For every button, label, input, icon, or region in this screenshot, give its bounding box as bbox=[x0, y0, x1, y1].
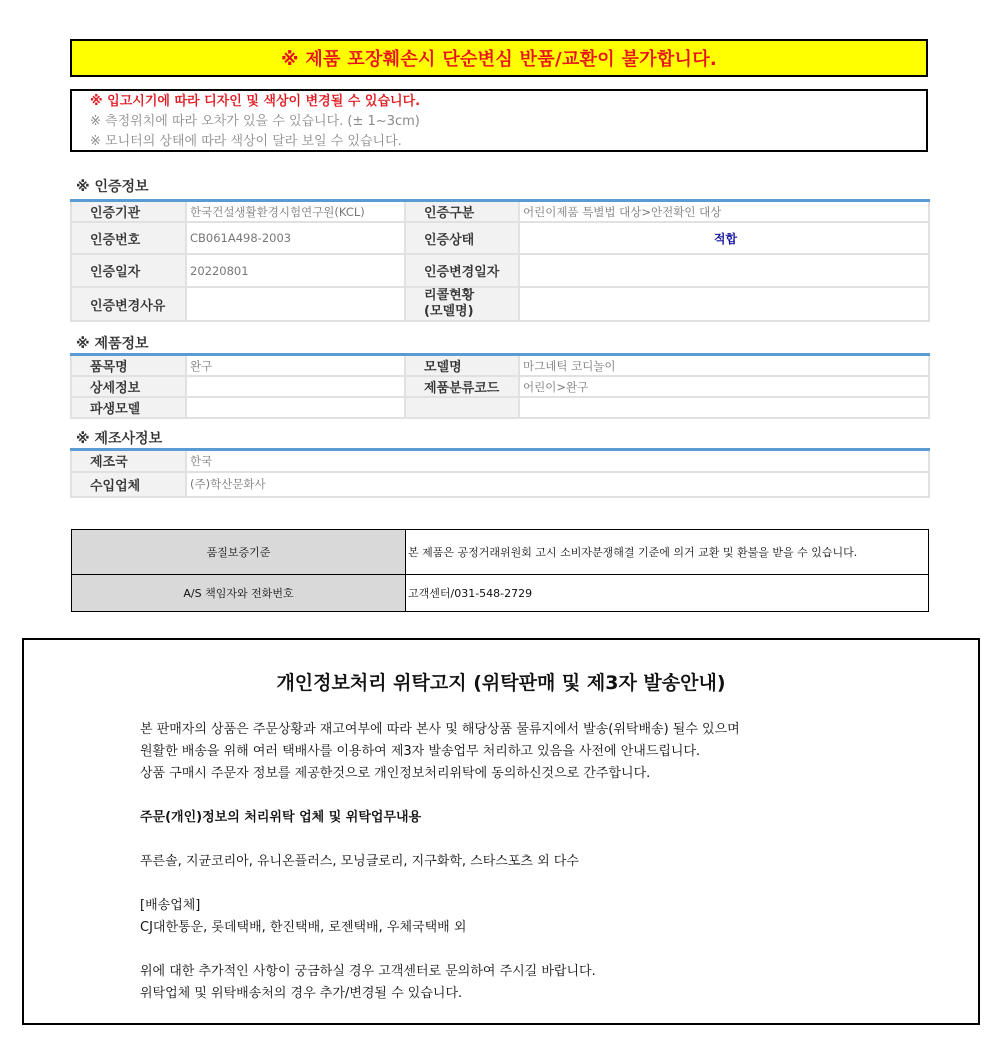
empty-label bbox=[405, 397, 519, 418]
importer-value: (주)학산문화사 bbox=[186, 472, 929, 497]
manufacturer-section-title: ※ 제조사정보 bbox=[76, 431, 163, 447]
as-contact-value: 고객센터/031-548-2729 bbox=[406, 575, 929, 612]
quality-assurance-table bbox=[71, 529, 929, 612]
privacy-body bbox=[140, 719, 740, 1005]
cert-number-label: 인증번호 bbox=[71, 222, 186, 254]
privacy-consignment-notice bbox=[22, 638, 980, 1025]
cert-number-value: CB061A498-2003 bbox=[186, 222, 405, 254]
detail-info-label: 상세정보 bbox=[71, 376, 186, 397]
no-return-warning-banner bbox=[70, 39, 928, 77]
couriers-list: CJ대한통운, 롯데택배, 한진택배, 로젠택배, 우체국택배 외 bbox=[140, 920, 467, 935]
quality-standard-value: 본 제품은 공정거래위원회 고시 소비자분쟁해결 기준에 의거 교환 및 환불을 받을 수 있습니다. bbox=[406, 530, 929, 575]
privacy-title: 개인정보처리 위탁고지 (위탁판매 및 제3자 발송안내) bbox=[276, 672, 726, 694]
recall-status-label-line2: (모델명) bbox=[424, 304, 474, 319]
privacy-intro-line: 원활한 배송을 위해 여러 택배사를 이용하여 제3자 발송업무 처리하고 있음을 사전에 안내드립니다. bbox=[140, 744, 701, 759]
cert-change-date-label: 인증변경일자 bbox=[405, 254, 519, 287]
certification-section-title: ※ 인증정보 bbox=[76, 179, 149, 195]
derived-model-label: 파생모델 bbox=[71, 397, 186, 418]
detail-info-value bbox=[186, 376, 405, 397]
table-row bbox=[71, 450, 929, 472]
table-row bbox=[71, 376, 929, 397]
notice-line-monitor-color: ※ 모니터의 상태에 따라 색상이 달라 보일 수 있습니다. bbox=[90, 134, 402, 149]
table-row bbox=[71, 201, 929, 223]
empty-value bbox=[519, 397, 929, 418]
importer-label: 수입업체 bbox=[71, 472, 186, 497]
quality-standard-label: 품질보증기준 bbox=[72, 530, 406, 575]
banner-text: ※ 제품 포장훼손시 단순변심 반품/교환이 불가합니다. bbox=[280, 49, 718, 70]
table-row bbox=[71, 397, 929, 418]
consignee-vendors: 푸른솔, 지균코리아, 유니온플러스, 모닝글로리, 지구화학, 스타스포츠 외 다수 bbox=[140, 854, 579, 869]
cert-status-badge: 적합 bbox=[519, 222, 929, 254]
notice-line-design-change: ※ 입고시기에 따라 디자인 및 색상이 변경될 수 있습니다. bbox=[90, 94, 421, 109]
manufacturer-table bbox=[70, 448, 930, 498]
cert-type-label: 인증구분 bbox=[405, 201, 519, 223]
table-row bbox=[72, 530, 929, 575]
category-code-label: 제품분류코드 bbox=[405, 376, 519, 397]
cert-change-reason-value bbox=[186, 287, 405, 321]
product-notice-box bbox=[70, 89, 928, 152]
cert-date-label: 인증일자 bbox=[71, 254, 186, 287]
cert-agency-label: 인증기관 bbox=[71, 201, 186, 223]
category-code-value: 어린이>완구 bbox=[519, 376, 929, 397]
table-row bbox=[71, 472, 929, 497]
derived-model-value bbox=[186, 397, 405, 418]
table-row bbox=[71, 287, 929, 321]
recall-status-label bbox=[405, 287, 519, 321]
item-name-label: 품목명 bbox=[71, 355, 186, 377]
table-row bbox=[71, 254, 929, 287]
certification-table bbox=[70, 199, 930, 322]
table-row bbox=[71, 222, 929, 254]
as-contact-label: A/S 책임자와 전화번호 bbox=[72, 575, 406, 612]
privacy-intro-line: 상품 구매시 주문자 정보를 제공한것으로 개인정보처리위탁에 동의하신것으로 간주합니다. bbox=[140, 766, 651, 781]
model-name-label: 모델명 bbox=[405, 355, 519, 377]
notice-line-measurement: ※ 측정위치에 따라 오차가 있을 수 있습니다. (± 1~3cm) bbox=[90, 114, 420, 129]
recall-status-value bbox=[519, 287, 929, 321]
cert-date-value: 20220801 bbox=[186, 254, 405, 287]
cert-status-label: 인증상태 bbox=[405, 222, 519, 254]
country-value: 한국 bbox=[186, 450, 929, 472]
privacy-closing-line: 위탁업체 및 위탁배송처의 경우 추가/변경될 수 있습니다. bbox=[140, 986, 463, 1001]
cert-change-date-value bbox=[519, 254, 929, 287]
privacy-closing-line: 위에 대한 추가적인 사항이 궁금하실 경우 고객센터로 문의하여 주시길 바랍니다. bbox=[140, 964, 596, 979]
model-name-value: 마그네틱 코디놀이 bbox=[519, 355, 929, 377]
country-label: 제조국 bbox=[71, 450, 186, 472]
cert-type-value: 어린이제품 특별법 대상>안전확인 대상 bbox=[519, 201, 929, 223]
item-name-value: 완구 bbox=[186, 355, 405, 377]
privacy-subheading: 주문(개인)정보의 처리위탁 업체 및 위탁업무내용 bbox=[140, 810, 422, 825]
couriers-label: [배송업체] bbox=[140, 898, 201, 913]
recall-status-label-line1: 리콜현황 bbox=[424, 288, 475, 303]
table-row bbox=[71, 355, 929, 377]
privacy-intro-line: 본 판매자의 상품은 주문상황과 재고여부에 따라 본사 및 해당상품 물류지에서 발송(위탁배송) 될수 있으며 bbox=[140, 722, 740, 737]
product-info-table bbox=[70, 353, 930, 419]
table-row bbox=[72, 575, 929, 612]
cert-change-reason-label: 인증변경사유 bbox=[71, 287, 186, 321]
cert-agency-value: 한국건설생활환경시험연구원(KCL) bbox=[186, 201, 405, 223]
product-section-title: ※ 제품정보 bbox=[76, 336, 149, 352]
